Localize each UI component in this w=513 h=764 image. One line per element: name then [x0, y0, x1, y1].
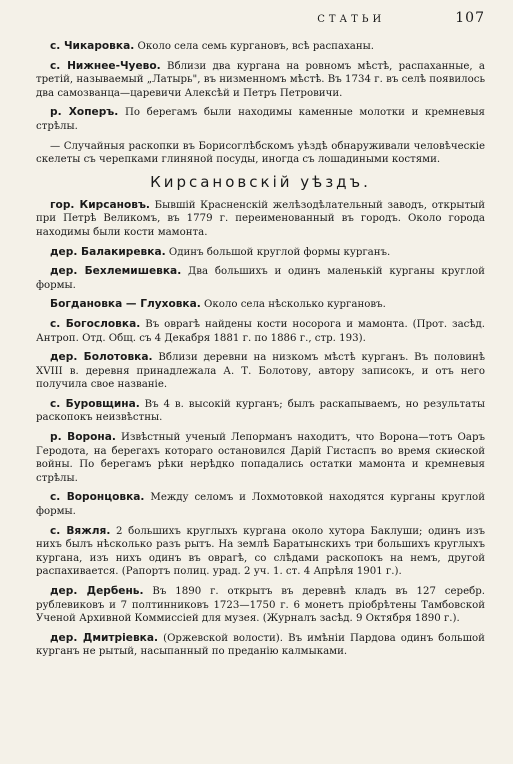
entry-text: Въ 4 в. высокій курганъ; былъ раскапываемъ, но результаты раскопокъ неизвѣстны. — [36, 398, 485, 424]
entry-name: р. Хоперъ. — [50, 106, 119, 119]
entry-name: с. Вяжля. — [50, 524, 111, 537]
entry-name: Богдановка — Глуховка. — [50, 298, 201, 311]
entries-top — [36, 40, 485, 167]
entry-text: Бывшій Красненскій желѣзодѣлательный заводъ, открытый при Петрѣ Великомъ, въ 1779 г. переименованный въ городъ. Около города находимы были кости мамонта. — [36, 199, 485, 238]
entry-text: Въ 1890 г. открытъ въ деревнѣ кладъ въ 127 серебр. рублевиковъ и 7 полтинниковъ 1723—1750 г. 6 монетъ пріобрѣтены Тамбовской Ученой Архивной Коммиссіей для музея. (Журналъ засѣд. 9 Октября 1890 г.). — [36, 586, 485, 625]
entry — [36, 318, 485, 345]
entry-name: с. Воронцовка. — [50, 491, 145, 504]
entry — [36, 140, 485, 167]
entry-text: По берегамъ были находимы каменные молотки и кремневыя стрѣлы. — [36, 107, 485, 132]
entry-text: — Случайныя раскопки въ Борисоглѣбскомъ уѣздѣ обнаруживали человѣческіе скелеты съ черепками глиняной посуды, иногда съ лошадиными костями. — [36, 140, 485, 166]
entry-name: дер. Балакиревка. — [50, 245, 166, 258]
entry — [36, 431, 485, 485]
entry — [36, 199, 485, 240]
entry-text: Вблизи деревни на низкомъ мѣстѣ курганъ. Въ половинѣ XVIII в. деревня принадлежала А. Т. Болотову, автору записокъ, и отъ него получила свое названіе. — [36, 352, 485, 391]
entry-name: дер. Бехлемишевка. — [50, 265, 182, 278]
entry-name: гор. Кирсановъ. — [50, 198, 150, 211]
page-number: 107 — [455, 10, 485, 26]
entry-text: Извѣстный ученый Лепорманъ находитъ, что Ворона—тотъ Оаръ Геродота, на берегахъ котораго остановился Дарій Гистаспъ во время скиѳской войны. По берегамъ рѣки нерѣдко попадались остатки мамонта и кремневыя стрѣлы. — [36, 432, 485, 484]
entry-text: Между селомъ и Лохмотовкой находятся курганы круглой формы. — [36, 492, 485, 518]
entry — [36, 60, 485, 101]
entry-text: Одинъ большой круглой формы курганъ. — [165, 246, 391, 258]
entry-name: дер. Дербень. — [50, 585, 144, 597]
entry-text: 2 большихъ круглыхъ кургана около хутора Баклуши; одинъ изъ нихъ былъ нѣсколько разъ рытъ. На землѣ Баратынскихъ три большихъ круглыхъ кургана, изъ нихъ одинъ въ оврагѣ, со слѣдами раскопокъ на немъ, другой распахивается. (Рапортъ полиц. урад. 2 уч. 1. ст. 4 Апрѣля 1901 г.). — [36, 525, 486, 578]
entry — [36, 246, 485, 260]
entry-text: Около села нѣсколько кургановъ. — [200, 299, 386, 311]
entry-text: Въ оврагѣ найдены кости носорога и мамонта. (Прот. засѣд. Антроп. Отд. Общ. съ 4 Декабря 1881 г. по 1886 г., стр. 193). — [36, 318, 485, 344]
entry-text: (Оржевской волости). Въ имѣніи Пардова одинъ большой курганъ не рытый, насыпанный по преданію калмыками. — [36, 632, 485, 658]
entry — [36, 491, 485, 518]
entry — [36, 298, 485, 312]
entry — [36, 632, 485, 659]
entry-text: Два большихъ и одинъ маленькій курганы круглой формы. — [36, 266, 485, 291]
entry — [36, 585, 485, 626]
entry-name: дер. Болотовка. — [50, 351, 153, 364]
entry-name: дер. Дмитріевка. — [50, 631, 159, 644]
entry-name: с. Буровщина. — [50, 397, 140, 410]
entry — [36, 351, 485, 392]
entry-name: с. Богословка. — [50, 317, 141, 330]
entry — [36, 398, 485, 425]
entry — [36, 40, 485, 54]
running-title: СТАТЬИ — [317, 14, 386, 25]
entry — [36, 525, 485, 579]
entries-bottom — [36, 199, 485, 659]
entry-text: Вблизи два кургана на ровномъ мѣстѣ, распаханные, а третій, называемый „Латырь", въ низменномъ мѣстѣ. Въ 1734 г. въ селѣ появилось два самозванца—царевичи Алексѣй и Петръ Петровичи. — [36, 60, 485, 99]
entry-name: р. Ворона. — [50, 431, 116, 444]
entry — [36, 265, 485, 292]
entry-name: с. Нижнее-Чуево. — [50, 59, 161, 72]
page-header — [36, 10, 485, 26]
entry-name: с. Чикаровка. — [50, 40, 135, 52]
entry — [36, 106, 485, 133]
entry-text: Около села семь кургановъ, всѣ распаханы. — [134, 41, 374, 52]
section-title: Кирсановскій уѣздъ. — [150, 172, 371, 191]
